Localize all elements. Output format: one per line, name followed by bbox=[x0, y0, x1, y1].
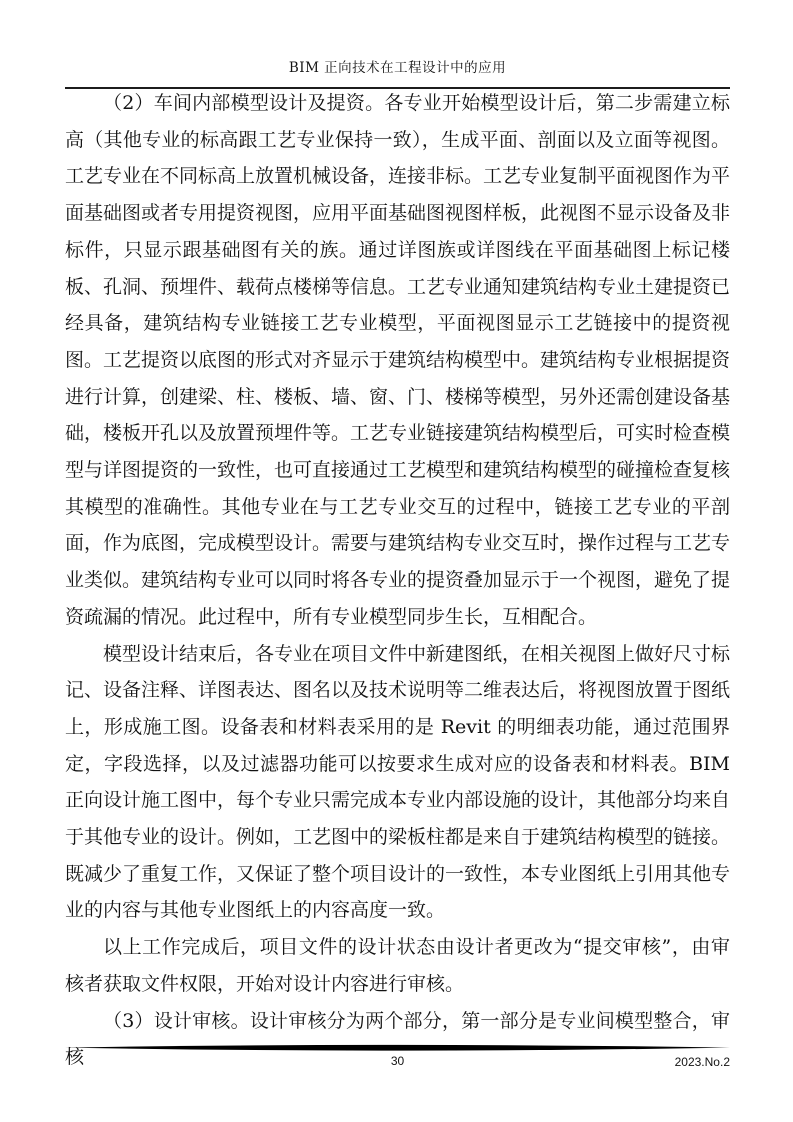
issue-label: 2023.No.2 bbox=[674, 1055, 730, 1069]
paragraph-workshop-model-design: （2）车间内部模型设计及提资。各专业开始模型设计后，第二步需建立标高（其他专业的标高跟工艺专业保持一致），生成平面、剖面以及立面等视图。工艺专业在不同标高上放置机械设备，连接非标。工艺专业复制平面视图作为平面基础图或者专用提资视图，应用平面基础图视图样板，此视图不显示设备及非标件，只显示跟基础图有关的族。通过详图族或详图线在平面基础图上标记楼板、孔洞、预埋件、载荷点楼梯等信息。工艺专业通知建筑结构专业土建提资已经具备，建筑结构专业链接工艺专业模型，平面视图显示工艺链接中的提资视图。工艺提资以底图的形式对齐显示于建筑结构模型中。建筑结构专业根据提资进行计算，创建梁、柱、楼板、墙、窗、门、楼梯等模型，另外还需创建设备基础，楼板开孔以及放置预埋件等。工艺专业链接建筑结构模型后，可实时检查模型与详图提资的一致性，也可直接通过工艺模型和建筑结构模型的碰撞检查复核其模型的准确性。其他专业在与工艺专业交互的过程中，链接工艺专业的平剖面，作为底图，完成模型设计。需要与建筑结构专业交互时，操作过程与工艺专业类似。建筑结构专业可以同时将各专业的提资叠加显示于一个视图，避免了提资疏漏的情况。此过程中，所有专业模型同步生长，互相配合。 bbox=[65, 92, 731, 628]
paragraph-submit-review: 以上工作完成后，项目文件的设计状态由设计者更改为“提交审核”，由审核者获取文件权限，开始对设计内容进行审核。 bbox=[65, 936, 730, 995]
footer-rule bbox=[65, 1044, 730, 1053]
page-header-title: BIM 正向技术在工程设计中的应用 bbox=[288, 60, 507, 76]
page-number: 30 bbox=[390, 1054, 405, 1068]
document-body bbox=[65, 85, 730, 1076]
page-footer bbox=[65, 1054, 730, 1072]
paragraph-design-review: （3）设计审核。设计审核分为两个部分，第一部分是专业间模型整合，审核 bbox=[65, 1009, 730, 1069]
paragraph-drawing-creation: 模型设计结束后，各专业在项目文件中新建图纸，在相关视图上做好尺寸标记、设备注释、详图表达、图名以及技术说明等二维表达后，将视图放置于图纸上，形成施工图。设备表和材料表采用的是 Revit 的明细表功能，通过范围界定，字段选择，以及过滤器功能可以按要求生成对应的设备表和材料表。BIM 正向设计施工图中，每个专业只需完成本专业内部设施的设计，其他部分均来自于其他专业的设计。例如，工艺图中的梁板柱都是来自于建筑结构模型的链接。既减少了重复工作，又保证了整个项目设计的一致性，本专业图纸上引用其他专业的内容与其他专业图纸上的内容高度一致。 bbox=[65, 642, 731, 922]
